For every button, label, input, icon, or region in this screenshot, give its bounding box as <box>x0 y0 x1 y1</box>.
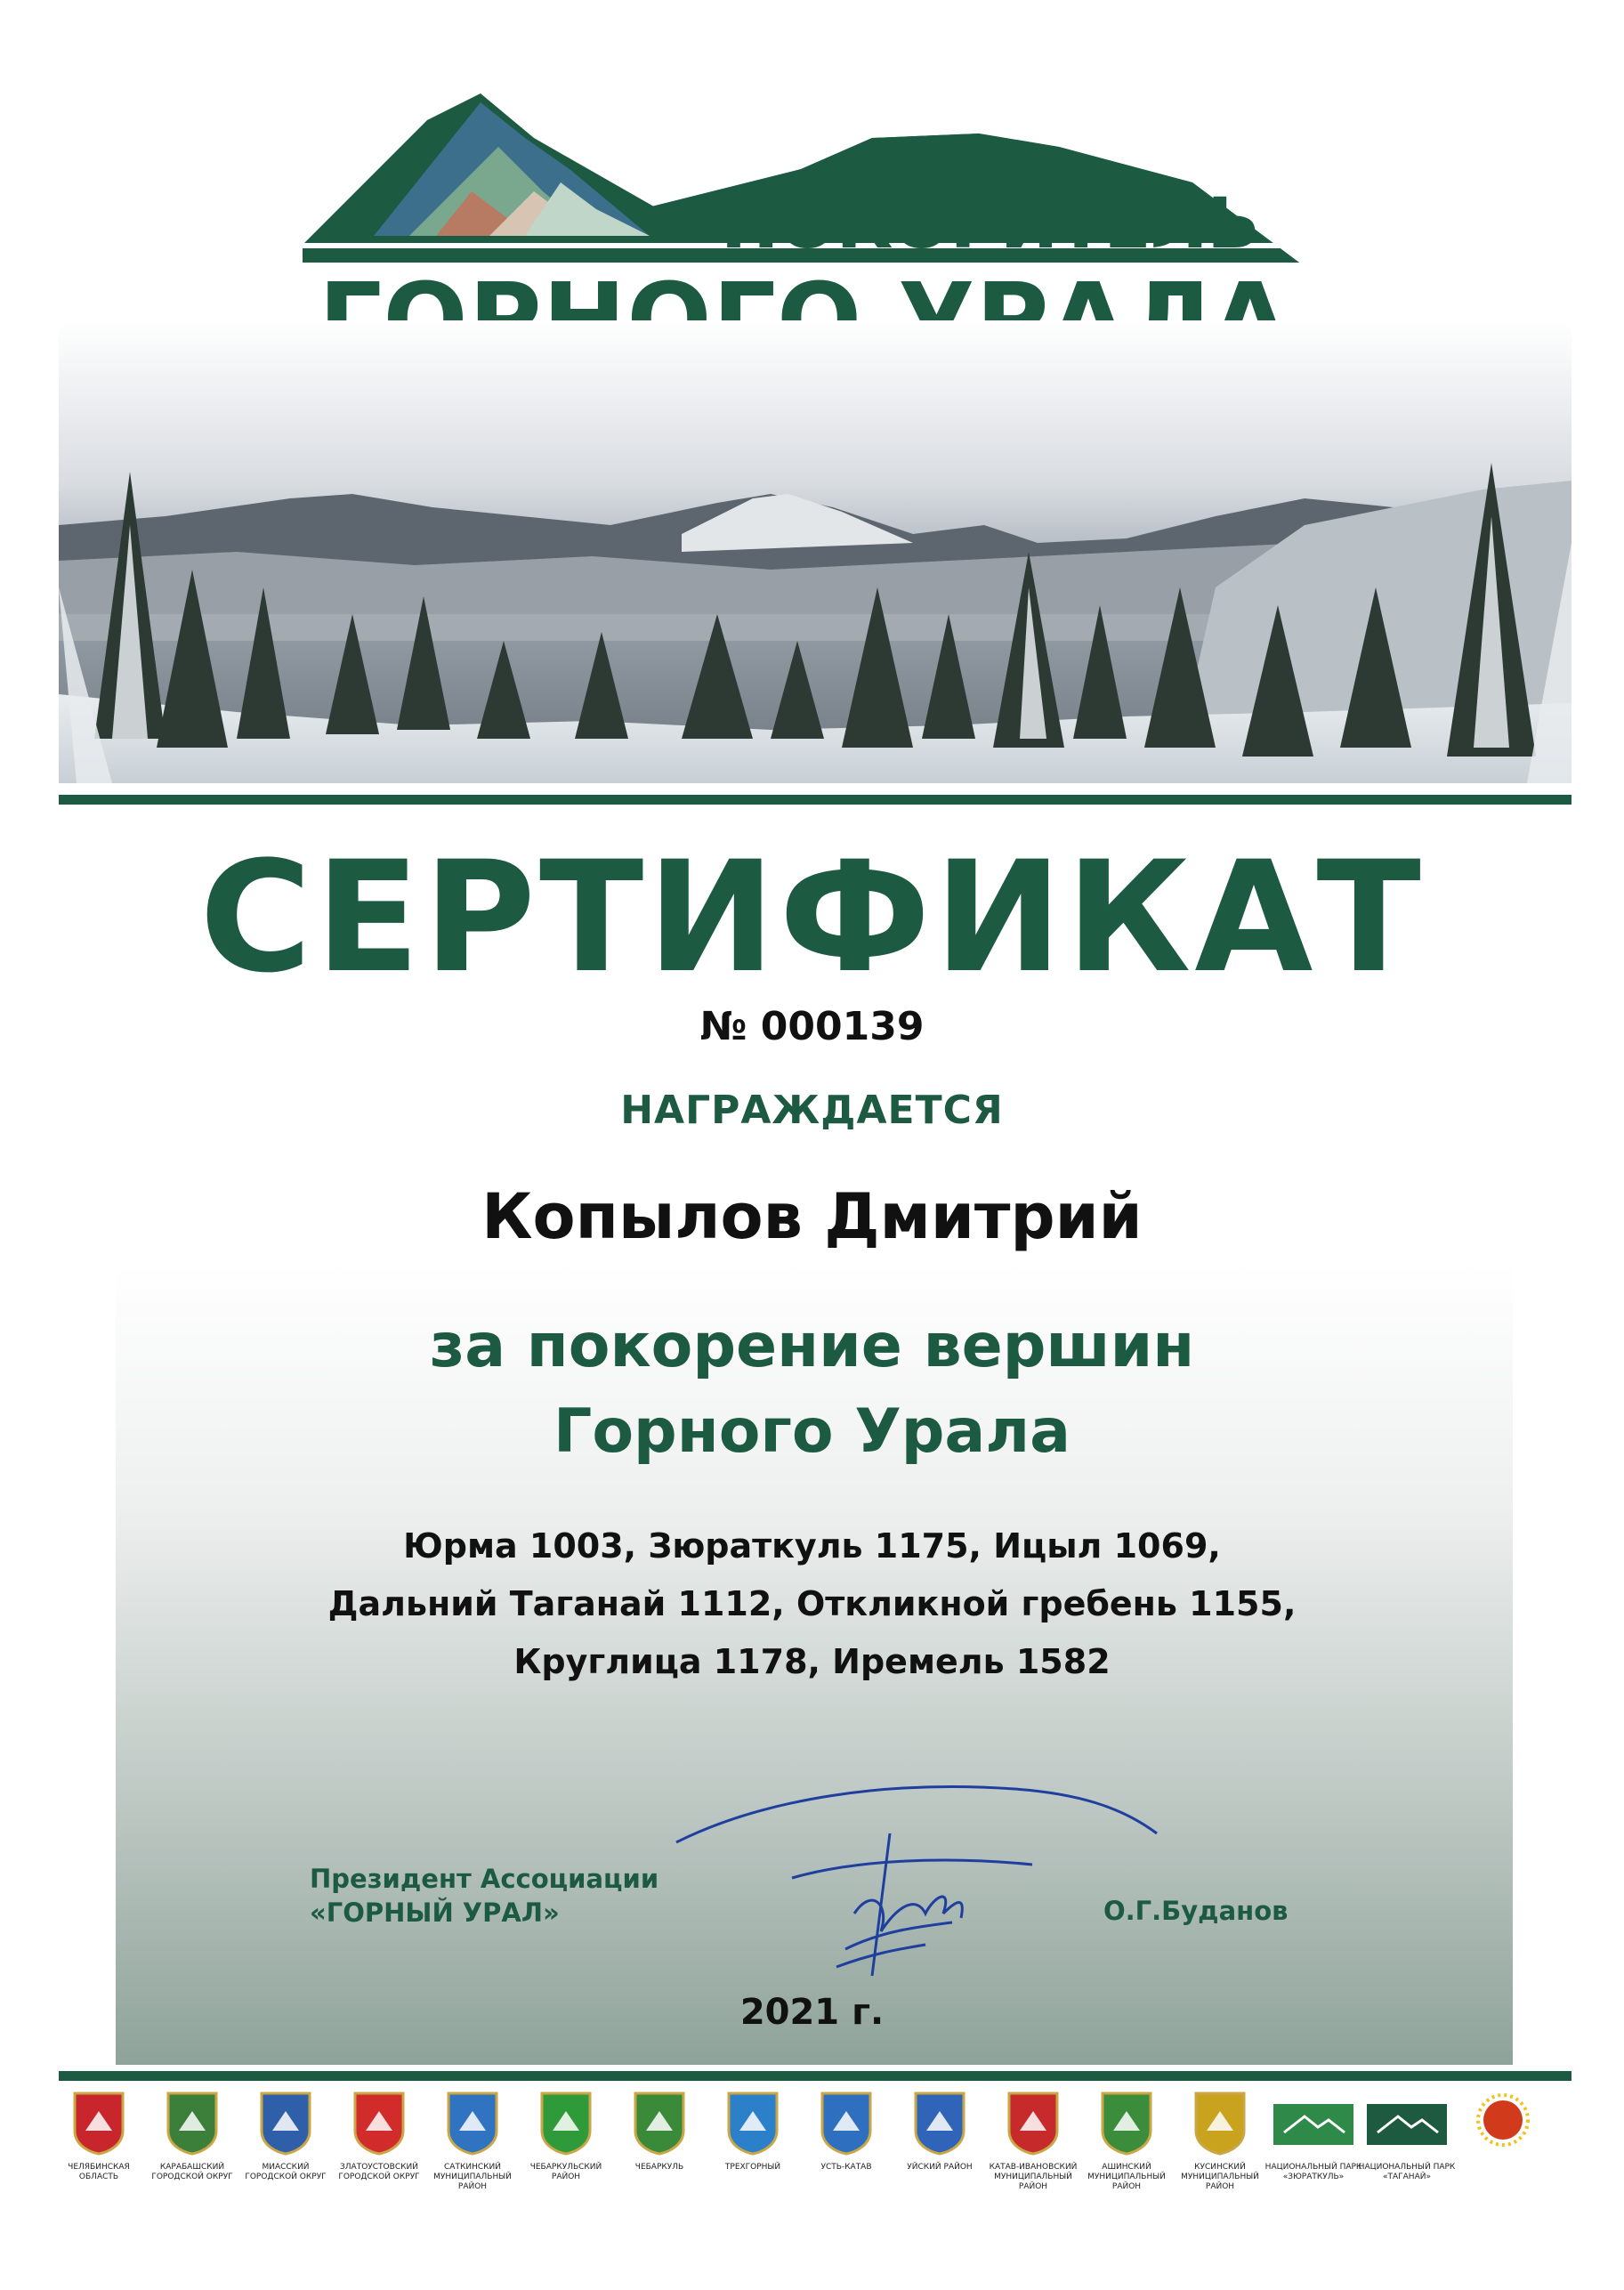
partner-emblem <box>704 2092 802 2173</box>
partner-emblem-caption: МИАССКИЙ ГОРОДСКОЙ ОКРУГ <box>245 2163 327 2181</box>
certificate-year: 2021 г. <box>739 1992 885 2033</box>
partner-emblem-caption: УСТЬ-КАТАВ <box>820 2163 872 2172</box>
peaks-list <box>0 1517 1624 1691</box>
partner-emblem-caption: КУСИНСКИЙ МУНИЦИПАЛЬНЫЙ РАЙОН <box>1181 2163 1259 2191</box>
partner-emblem <box>50 2092 148 2182</box>
top-divider <box>59 795 1571 805</box>
chelyabinsk-oblast-coat-of-arms-icon <box>73 2092 125 2156</box>
peaks-line-3: Круглица 1178, Иремель 1582 <box>513 1642 1111 1681</box>
partner-emblem <box>797 2092 895 2173</box>
miass-coat-of-arms-icon <box>260 2092 311 2156</box>
zlatoust-coat-of-arms-icon <box>353 2092 405 2156</box>
partner-emblem-caption: НАЦИОНАЛЬНЫЙ ПАРК «ЗЮРАТКУЛЬ» <box>1264 2163 1362 2181</box>
zyuratkul-park-logo-icon <box>1273 2092 1353 2156</box>
partner-emblem <box>424 2092 521 2192</box>
partner-emblem-caption: ТРЕХГОРНЫЙ <box>724 2163 781 2172</box>
partner-emblem <box>891 2092 989 2173</box>
partner-emblem-caption: САТКИНСКИЙ МУНИЦИПАЛЬНЫЙ РАЙОН <box>433 2163 512 2191</box>
chebarkul-district-coat-of-arms-icon <box>540 2092 592 2156</box>
karabash-coat-of-arms-icon <box>166 2092 218 2156</box>
trekhgorny-coat-of-arms-icon <box>727 2092 779 2156</box>
president-title-line-1: Президент Ассоциации <box>310 1864 659 1894</box>
partner-emblem-caption: ЧЕЛЯБИНСКАЯ ОБЛАСТЬ <box>68 2163 130 2181</box>
award-reason-line-2: Горного Урала <box>553 1396 1071 1467</box>
partner-emblem <box>517 2092 615 2182</box>
partner-emblems-row <box>50 2092 1598 2270</box>
satka-coat-of-arms-icon <box>447 2092 498 2156</box>
handwritten-signature <box>658 1771 1192 2011</box>
partner-emblem <box>1078 2092 1176 2192</box>
kusa-coat-of-arms-icon <box>1194 2092 1246 2156</box>
certificate-title: СЕРТИФИКАТ <box>199 828 1425 1007</box>
signer-name: О.Г.Буданов <box>1103 1896 1289 1926</box>
peaks-line-1: Юрма 1003, Зюраткуль 1175, Ицыл 1069, <box>403 1526 1221 1566</box>
taganay-park-logo-icon <box>1367 2092 1447 2156</box>
partner-emblem-caption: ЧЕБАРКУЛЬСКИЙ РАЙОН <box>529 2163 602 2181</box>
peaks-line-2: Дальний Таганай 1112, Откликной гребень 1155, <box>327 1584 1297 1623</box>
partner-emblem-caption: АШИНСКИЙ МУНИЦИПАЛЬНЫЙ РАЙОН <box>1087 2163 1166 2191</box>
partner-emblem-caption: ЗЛАТОУСТОВСКИЙ ГОРОДСКОЙ ОКРУГ <box>338 2163 420 2181</box>
president-title-line-2: «ГОРНЫЙ УРАЛ» <box>310 1898 560 1928</box>
partner-emblem <box>1264 2092 1362 2182</box>
partner-emblem <box>143 2092 241 2182</box>
certificate-number: № 000139 <box>699 1004 925 1049</box>
partner-emblem <box>610 2092 708 2173</box>
chebarkul-coat-of-arms-icon <box>634 2092 685 2156</box>
uysky-coat-of-arms-icon <box>914 2092 966 2156</box>
sun-ball-logo-icon <box>1475 2092 1526 2156</box>
asha-coat-of-arms-icon <box>1101 2092 1152 2156</box>
recipient-name: Копылов Дмитрий <box>481 1180 1143 1253</box>
bottom-divider <box>59 2071 1571 2081</box>
partner-emblem-caption: КАРАБАШСКИЙ ГОРОДСКОЙ ОКРУГ <box>151 2163 233 2181</box>
partner-emblem <box>984 2092 1082 2192</box>
partner-emblem <box>330 2092 428 2182</box>
award-reason <box>0 1304 1624 1475</box>
winter-landscape-photo <box>59 320 1571 783</box>
partner-emblem-caption: ЧЕБАРКУЛЬ <box>634 2163 684 2172</box>
ust-katav-coat-of-arms-icon <box>820 2092 872 2156</box>
partner-emblem <box>237 2092 335 2182</box>
partner-emblem-caption: УЙСКИЙ РАЙОН <box>907 2163 973 2172</box>
partner-emblem-caption: НАЦИОНАЛЬНЫЙ ПАРК «ТАГАНАЙ» <box>1358 2163 1456 2181</box>
partner-emblem <box>1171 2092 1269 2192</box>
katav-ivanovsk-coat-of-arms-icon <box>1007 2092 1059 2156</box>
awarded-label: НАГРАЖДАЕТСЯ <box>620 1088 1004 1133</box>
logo-line-1: ПОКОРИТЕЛЬ <box>721 184 1259 264</box>
partner-emblem <box>1358 2092 1456 2182</box>
partner-emblem <box>1451 2092 1549 2163</box>
partner-emblem-caption: КАТАВ-ИВАНОВСКИЙ МУНИЦИПАЛЬНЫЙ РАЙОН <box>989 2163 1078 2191</box>
award-reason-line-1: за покорение вершин <box>429 1311 1195 1381</box>
